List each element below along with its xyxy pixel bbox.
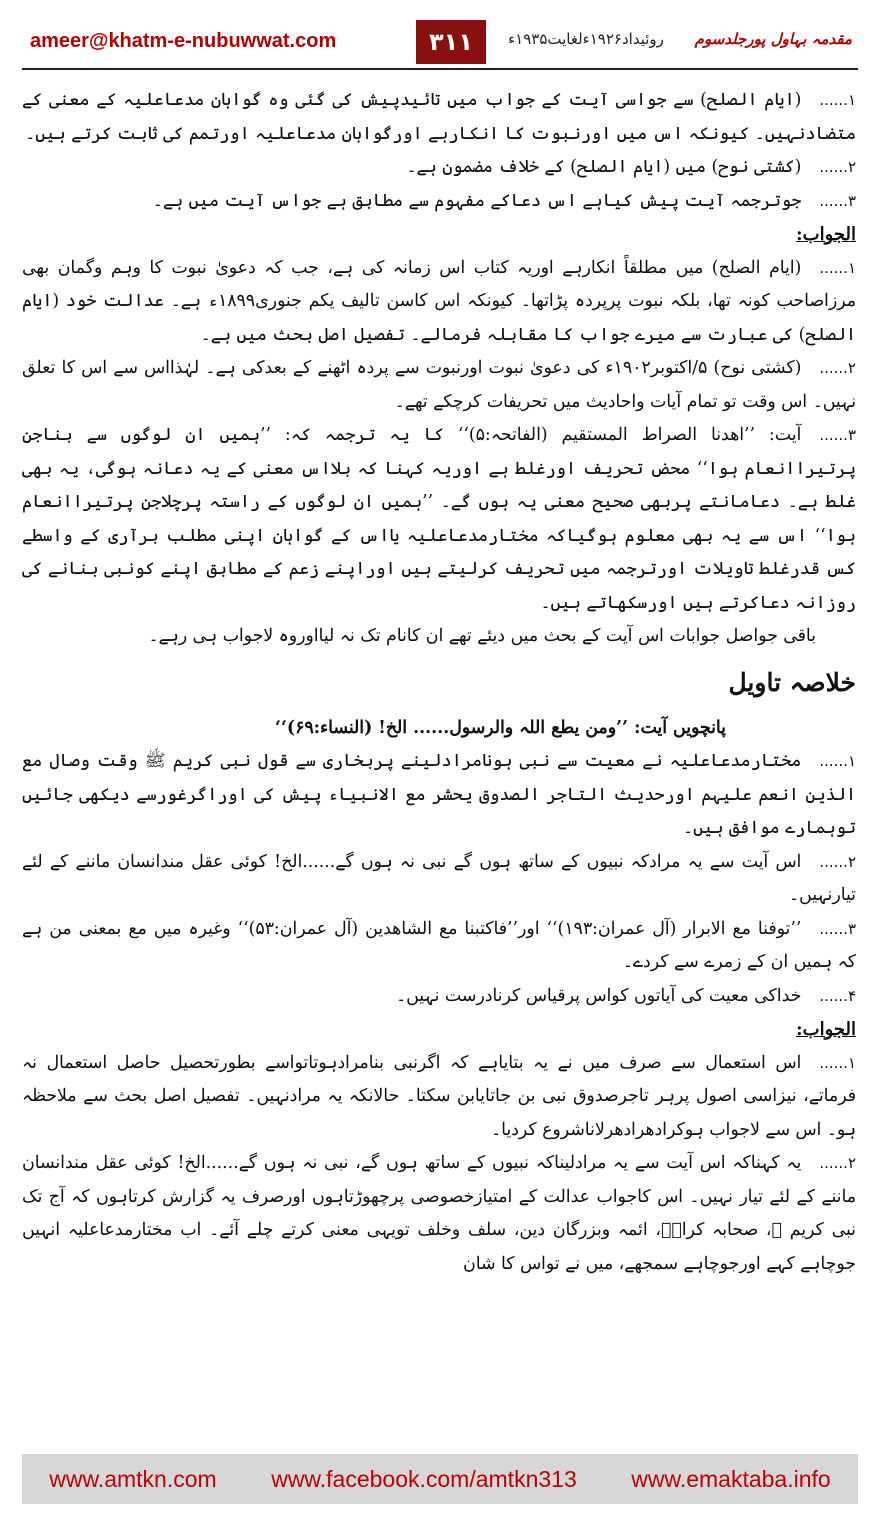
paragraph-text: باقی جواصل جوابات اس آیت کے بحث میں دیئے تھے ان کانام تک نہ لیااوروہ لاجواب ہی رہے۔ — [148, 626, 816, 646]
body-paragraph — [22, 151, 856, 185]
paragraph-text: (کشتی نوح) ۵/اکتوبر۱۹۰۲ء کی دعویٰ نبوت اورنبوت سے پردہ اٹھنے کے بعدکی ہے۔ لہٰذااس سے اس کا تعلق نہیں۔ اس وقت تو تمام آیات واحادیث میں تحریفات کرچکے تھے۔ — [22, 358, 856, 412]
proceedings-range: روئیداد۱۹۲۶ءلغایت۱۹۳۵ء — [508, 30, 664, 48]
paragraph-text: اس آیت سے یہ مرادکہ نبیوں کے ساتھ ہوں گے نبی نہ ہوں گے......الخ! کوئی عقل مندانسان ماننے کے لئے تیارنہیں۔ — [22, 851, 856, 905]
body-paragraph — [22, 980, 856, 1014]
paragraph-text: اس استعمال سے صرف میں نے یہ بتایاہے کہ اگرنبی بنامرادہوتاتواسے بطورتحصیل حاصل استعمال نہ فرماتے، نیزاسی اصول پرہر تاجرصدوق نبی بن جاتایابن سکتا۔ حالانکہ یہ مرادنہیں۔ تفصیل اصل بحث سے ملاحظہ ہو۔ اس سے لاجواب ہوکرادھرادھرلاناشروع کردیا۔ — [22, 1052, 856, 1140]
footer-link-amtkn[interactable]: www.amtkn.com — [49, 1465, 217, 1492]
paragraph-text: خداکی معیت کی آیاتوں کواس پرقیاس کرنادرست نہیں۔ — [395, 985, 802, 1006]
body-paragraph — [22, 913, 856, 980]
header-right — [508, 30, 852, 48]
body-paragraph — [22, 1147, 856, 1281]
paragraph-number: ۱...... — [819, 258, 856, 277]
footer-link-emaktaba[interactable]: www.emaktaba.info — [631, 1465, 831, 1492]
paragraph-number: ۲...... — [819, 1154, 856, 1172]
body-paragraph — [22, 352, 856, 419]
body-paragraph — [22, 745, 856, 846]
paragraph-number: ۳...... — [819, 191, 856, 210]
book-title: مقدمہ بہاول پورجلدسوم — [694, 30, 852, 48]
body-paragraph — [22, 620, 856, 654]
paragraph-text: یہ کہناکہ اس آیت سے یہ مرادلیناکہ نبیوں کے ساتھ ہوں گے، نبی نہ ہوں گے......الخ! کوئی عقل مندانسان ماننے کے لئے تیار نہیں۔ اس کاجواب عدالت کے امتیازخصوصی پرچھوڑتاہوں اورصرف یہ گزارش کرتاہوں کہ آج تک نبی کریم ﷺ، صحابہ کرامؓ، ائمہ وبزرگان دین، سلف وخلف تویہی معنی کرتے چلے آئے۔ اب مختارمدعاعلیہ انہیں جوچاہے کہے اورجوچاہے سمجھے، میں نے تواس کا شان — [22, 1153, 856, 1274]
page-number: ۳۱۱ — [416, 20, 486, 64]
body-paragraph — [22, 252, 856, 353]
page-body — [22, 84, 856, 1444]
paragraph-number: ۱...... — [819, 752, 856, 770]
body-paragraph — [22, 84, 856, 151]
answer-label: الجواب: — [796, 1019, 856, 1040]
paragraph-number: ۳...... — [819, 426, 856, 444]
paragraph-text: (کشتی نوح) میں (ایام الصلح) کے خلاف مضمون ہے۔ — [406, 157, 802, 177]
paragraph-number: ۱...... — [819, 1053, 856, 1072]
body-paragraph — [22, 1047, 856, 1148]
header-rule — [22, 68, 858, 70]
paragraph-text: مختارمدعاعلیہ نے معیت سے نبی ہونامرادلینے پربخاری سے قول نبی کریم ﷺ وقت وصال مع الذین انعم علیہم اورحدیث التاجر الصدوق یحشر مع الانبیاء پیش کی اوراگرغورسے دیکھی جائیں توہمارے موافق ہیں۔ — [22, 751, 856, 838]
paragraph-number: ۳...... — [819, 919, 856, 938]
page-footer — [22, 1454, 858, 1504]
paragraph-text: (ایام الصلح) میں مطلقاً انکارہے اوریہ کتاب اس زمانہ کی ہے، جب کہ دعویٰ نبوت کا وہم وگمان بھی مرزاصاحب کونہ تھا، بلکہ نبوت پرپردہ پڑاتھا۔ کیونکہ اس کاسن تالیف یکم جنوری۱۸۹۹ء ہے۔ عدالت خود (ایام الصلح) کی عبارت سے میرے جواب کا مقابلہ فرمالے۔ تفصیل اصل بحث میں ہے۔ — [22, 257, 856, 345]
footer-link-facebook[interactable]: www.facebook.com/amtkn313 — [271, 1465, 577, 1492]
verse-heading: پانچویں آیت: ’’ومن یطع اللہ والرسول...... الخ! (النساء:۶۹)‘‘ — [274, 717, 726, 738]
header-email: ameer@khatm-e-nubuwwat.com — [30, 30, 337, 52]
paragraph-number: ۲...... — [819, 852, 856, 871]
section-title: خلاصہ تاویل — [728, 667, 856, 697]
body-paragraph — [22, 846, 856, 913]
paragraph-number: ۱...... — [819, 91, 856, 109]
paragraph-text: ’’توفنا مع الابرار (آل عمران:۱۹۳)‘‘ اور’’فاکتبنا مع الشاھدین (آل عمران:۵۳)‘‘ وغیرہ میں مع بمعنی من ہے کہ ہمیں ان کے زمرے سے کردے۔ — [22, 918, 856, 972]
paragraph-number: ۲...... — [819, 158, 856, 176]
paragraph-number: ۲...... — [819, 359, 856, 377]
paragraph-text: (ایام الصلح) سے جواسی آیت کے جواب میں تائیدپیش کی گئی وہ گواہان مدعاعلیہ کے معنی کے متضادنہیں۔ کیونکہ اس میں اورنبوت کا انکارہے اورگواہان مدعاعلیہ اورتمم کی ثابت کرتے ہیں۔ — [22, 90, 856, 144]
paragraph-number: ۴...... — [819, 986, 856, 1005]
body-paragraph — [22, 185, 856, 219]
page-header — [30, 20, 852, 70]
body-paragraph — [22, 419, 856, 620]
paragraph-text: جوترجمہ آیت پیش کیاہے اس دعاکے مفہوم سے مطابق ہے جواس آیت میں ہے۔ — [152, 190, 802, 211]
paragraph-text: آیت: ’’اھدنا الصراط المستقیم (الفاتحہ:۵)‘‘ کا یہ ترجمہ کہ: ’’ہمیں ان لوگوں سے بناجن پرتیراانعام ہوا‘‘ محض تحریف اورغلط ہے اوریہ کہنا کہ بلااس معنی کے یہ دعانہ ہوگی، یہ بھی غلط ہے۔ دعامانتے پربھی صحیح معنی یہ ہوں گے۔ ’’ہمیں ان لوگوں کے راستہ پرچلاجن پرتیراانعام ہوا‘‘ اس سے یہ بھی معلوم ہوگیاکہ مختارمدعاعلیہ یااس کے گواہان اپنی مطلب برآری کے واسطے کس قدرغلط تاویلات اورترجمہ میں تحریف کرلیتے ہیں اوراپنے زعم کے مطابق اپنے کونبی بنانے کی روزانہ دعاکرتے ہیں اورسکھاتے ہیں۔ — [22, 425, 856, 613]
answer-label: الجواب: — [796, 224, 856, 245]
